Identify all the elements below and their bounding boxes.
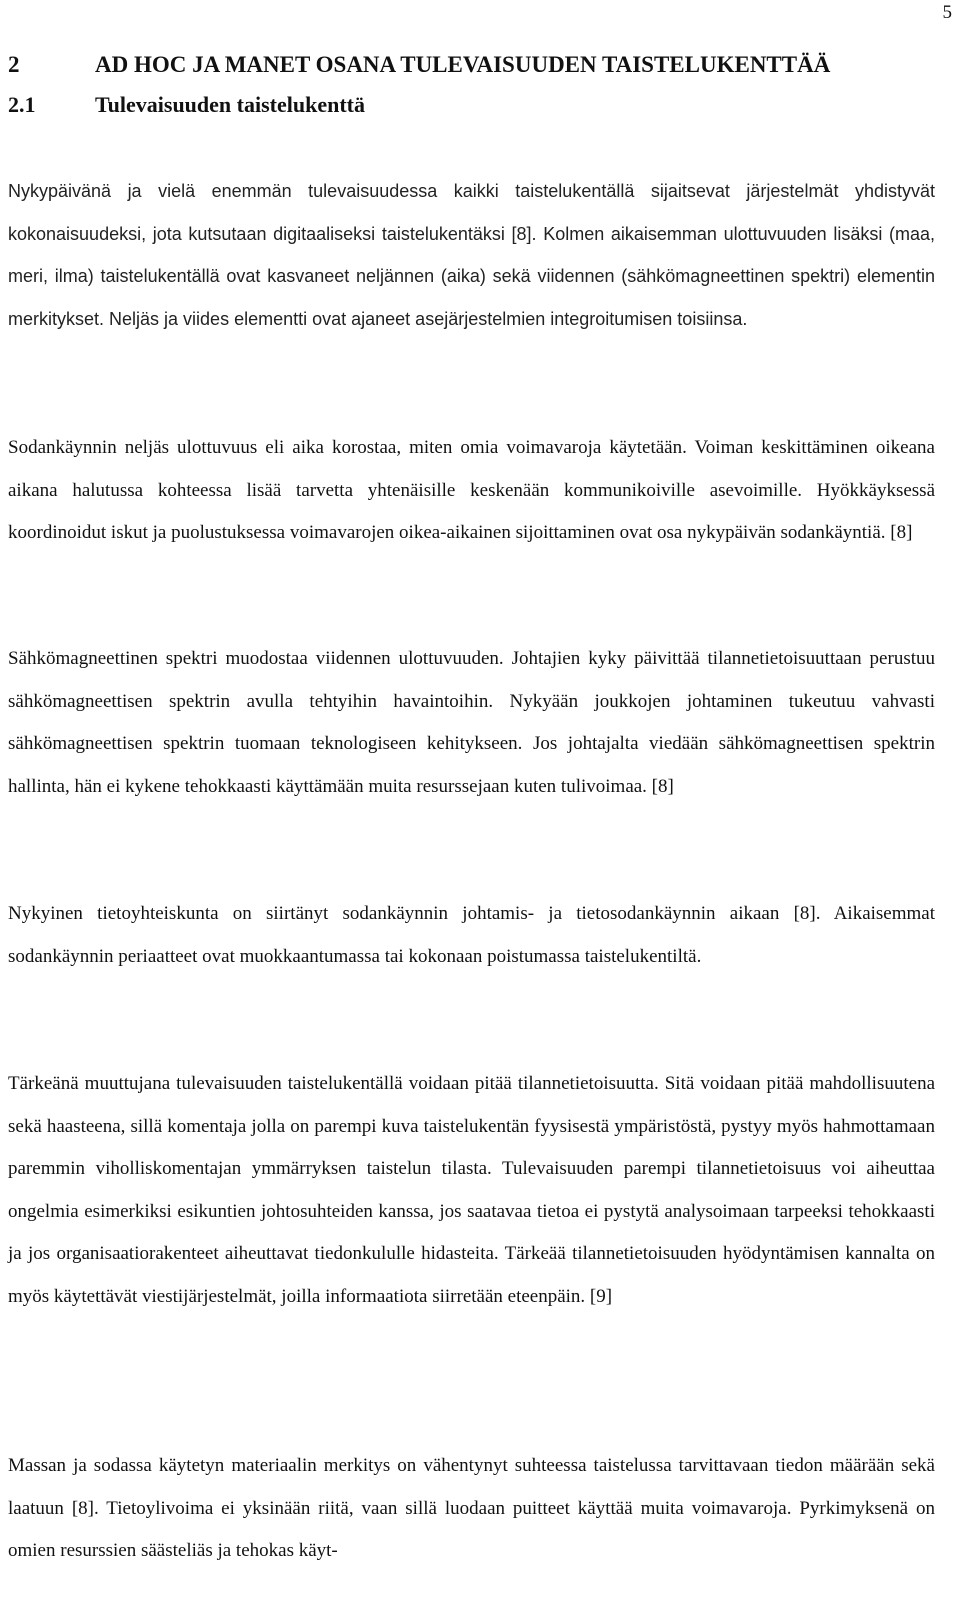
section-number: 2.1: [8, 92, 36, 117]
paragraph-information-society: Nykyinen tietoyhteiskunta on siirtänyt sodankäynnin johtamis- ja tietosodankäynnin aikaan [8]. Aikaisemmat sodankäynnin periaatteet ovat muokkaantumassa tai kokonaan poistumassa taistelukentiltä.: [8, 903, 935, 967]
chapter-heading: [8, 52, 830, 78]
chapter-number: 2: [8, 52, 20, 77]
paragraph-electromagnetic-spectrum: Sähkömagneettinen spektri muodostaa viidennen ulottuvuuden. Johtajien kyky päivittää tilannetietoisuuttaan perustuu sähkömagneettisen spektrin avulla tehtyihin havaintoihin. Nykyään joukkojen johtaminen tukeutuu vahvasti sähkömagneettisen spektrin tuomaan teknologiseen kehitykseen. Jos johtajalta viedään sähkömagneettisen spektrin hallinta, hän ei kykene tehokkaasti käyttämään muita resurssejaan kuten tulivoimaa. [8]: [8, 648, 935, 797]
paragraph-digital-battlefield: Nykypäivänä ja vielä enemmän tulevaisuudessa kaikki taistelukentällä sijaitsevat järjestelmät yhdistyvät kokonaisuudeksi, jota kutsutaan digitaaliseksi taistelukentäksi [8]. Kolmen aikaisemman ulottuvuuden lisäksi (maa, meri, ilma) taistelukentällä ovat kasvaneet neljännen (aika) sekä viidennen (sähkömagneettinen spektri) elementin merkitykset. Neljäs ja viides elementti ovat ajaneet asejärjestelmien integroitumisen toisiinsa.: [8, 181, 935, 329]
paragraph-information-superiority: Massan ja sodassa käytetyn materiaalin merkitys on vähentynyt suhteessa taistelussa tarvittavaan tiedon määrään sekä laatuun [8]. Tietoylivoima ei yksinään riitä, vaan sillä luodaan puitteet käyttää muita voimavaroja. Pyrkimyksenä on omien resurssien säästeliäs ja tehokas käyt-: [8, 1455, 935, 1561]
paragraph-time-dimension: Sodankäynnin neljäs ulottuvuus eli aika korostaa, miten omia voimavaroja käytetään. Voiman keskittäminen oikeana aikana halutussa kohteessa lisää tarvetta yhtenäisille keskenään kommunikoiville asevoimille. Hyökkäyksessä koordinoidut iskut ja puolustuksessa voimavarojen oikea-aikainen sijoittaminen ovat osa nykypäivän sodankäyntiä. [8]: [8, 437, 935, 543]
chapter-title: AD HOC JA MANET OSANA TULEVAISUUDEN TAISTELUKENTTÄÄ: [95, 52, 831, 77]
section-heading: [8, 92, 365, 118]
paragraph-situational-awareness: Tärkeänä muuttujana tulevaisuuden taistelukentällä voidaan pitää tilannetietoisuutta. Sitä voidaan pitää mahdollisuutena sekä haasteena, sillä komentaja jolla on parempi kuva taistelukentän fyysisestä ympäristöstä, pystyy myös hahmottamaan paremmin viholliskomentajan ymmärryksen taistelun tilasta. Tulevaisuuden parempi tilannetietoisuus voi aiheuttaa ongelmia esimerkiksi esikuntien johtosuhteiden kanssa, jos saatavaa tietoa ei pystytä analysoimaan tarpeeksi tehokkaasti ja jos organisaatiorakenteet aiheuttavat tiedonkululle hidasteita. Tärkeää tilannetietoisuuden hyödyntämisen kannalta on myös käytettävät viestijärjestelmät, joilla informaatiota siirretään eteenpäin. [9]: [8, 1073, 935, 1307]
page-number: 5: [942, 2, 952, 23]
section-title: Tulevaisuuden taistelukenttä: [95, 92, 365, 117]
